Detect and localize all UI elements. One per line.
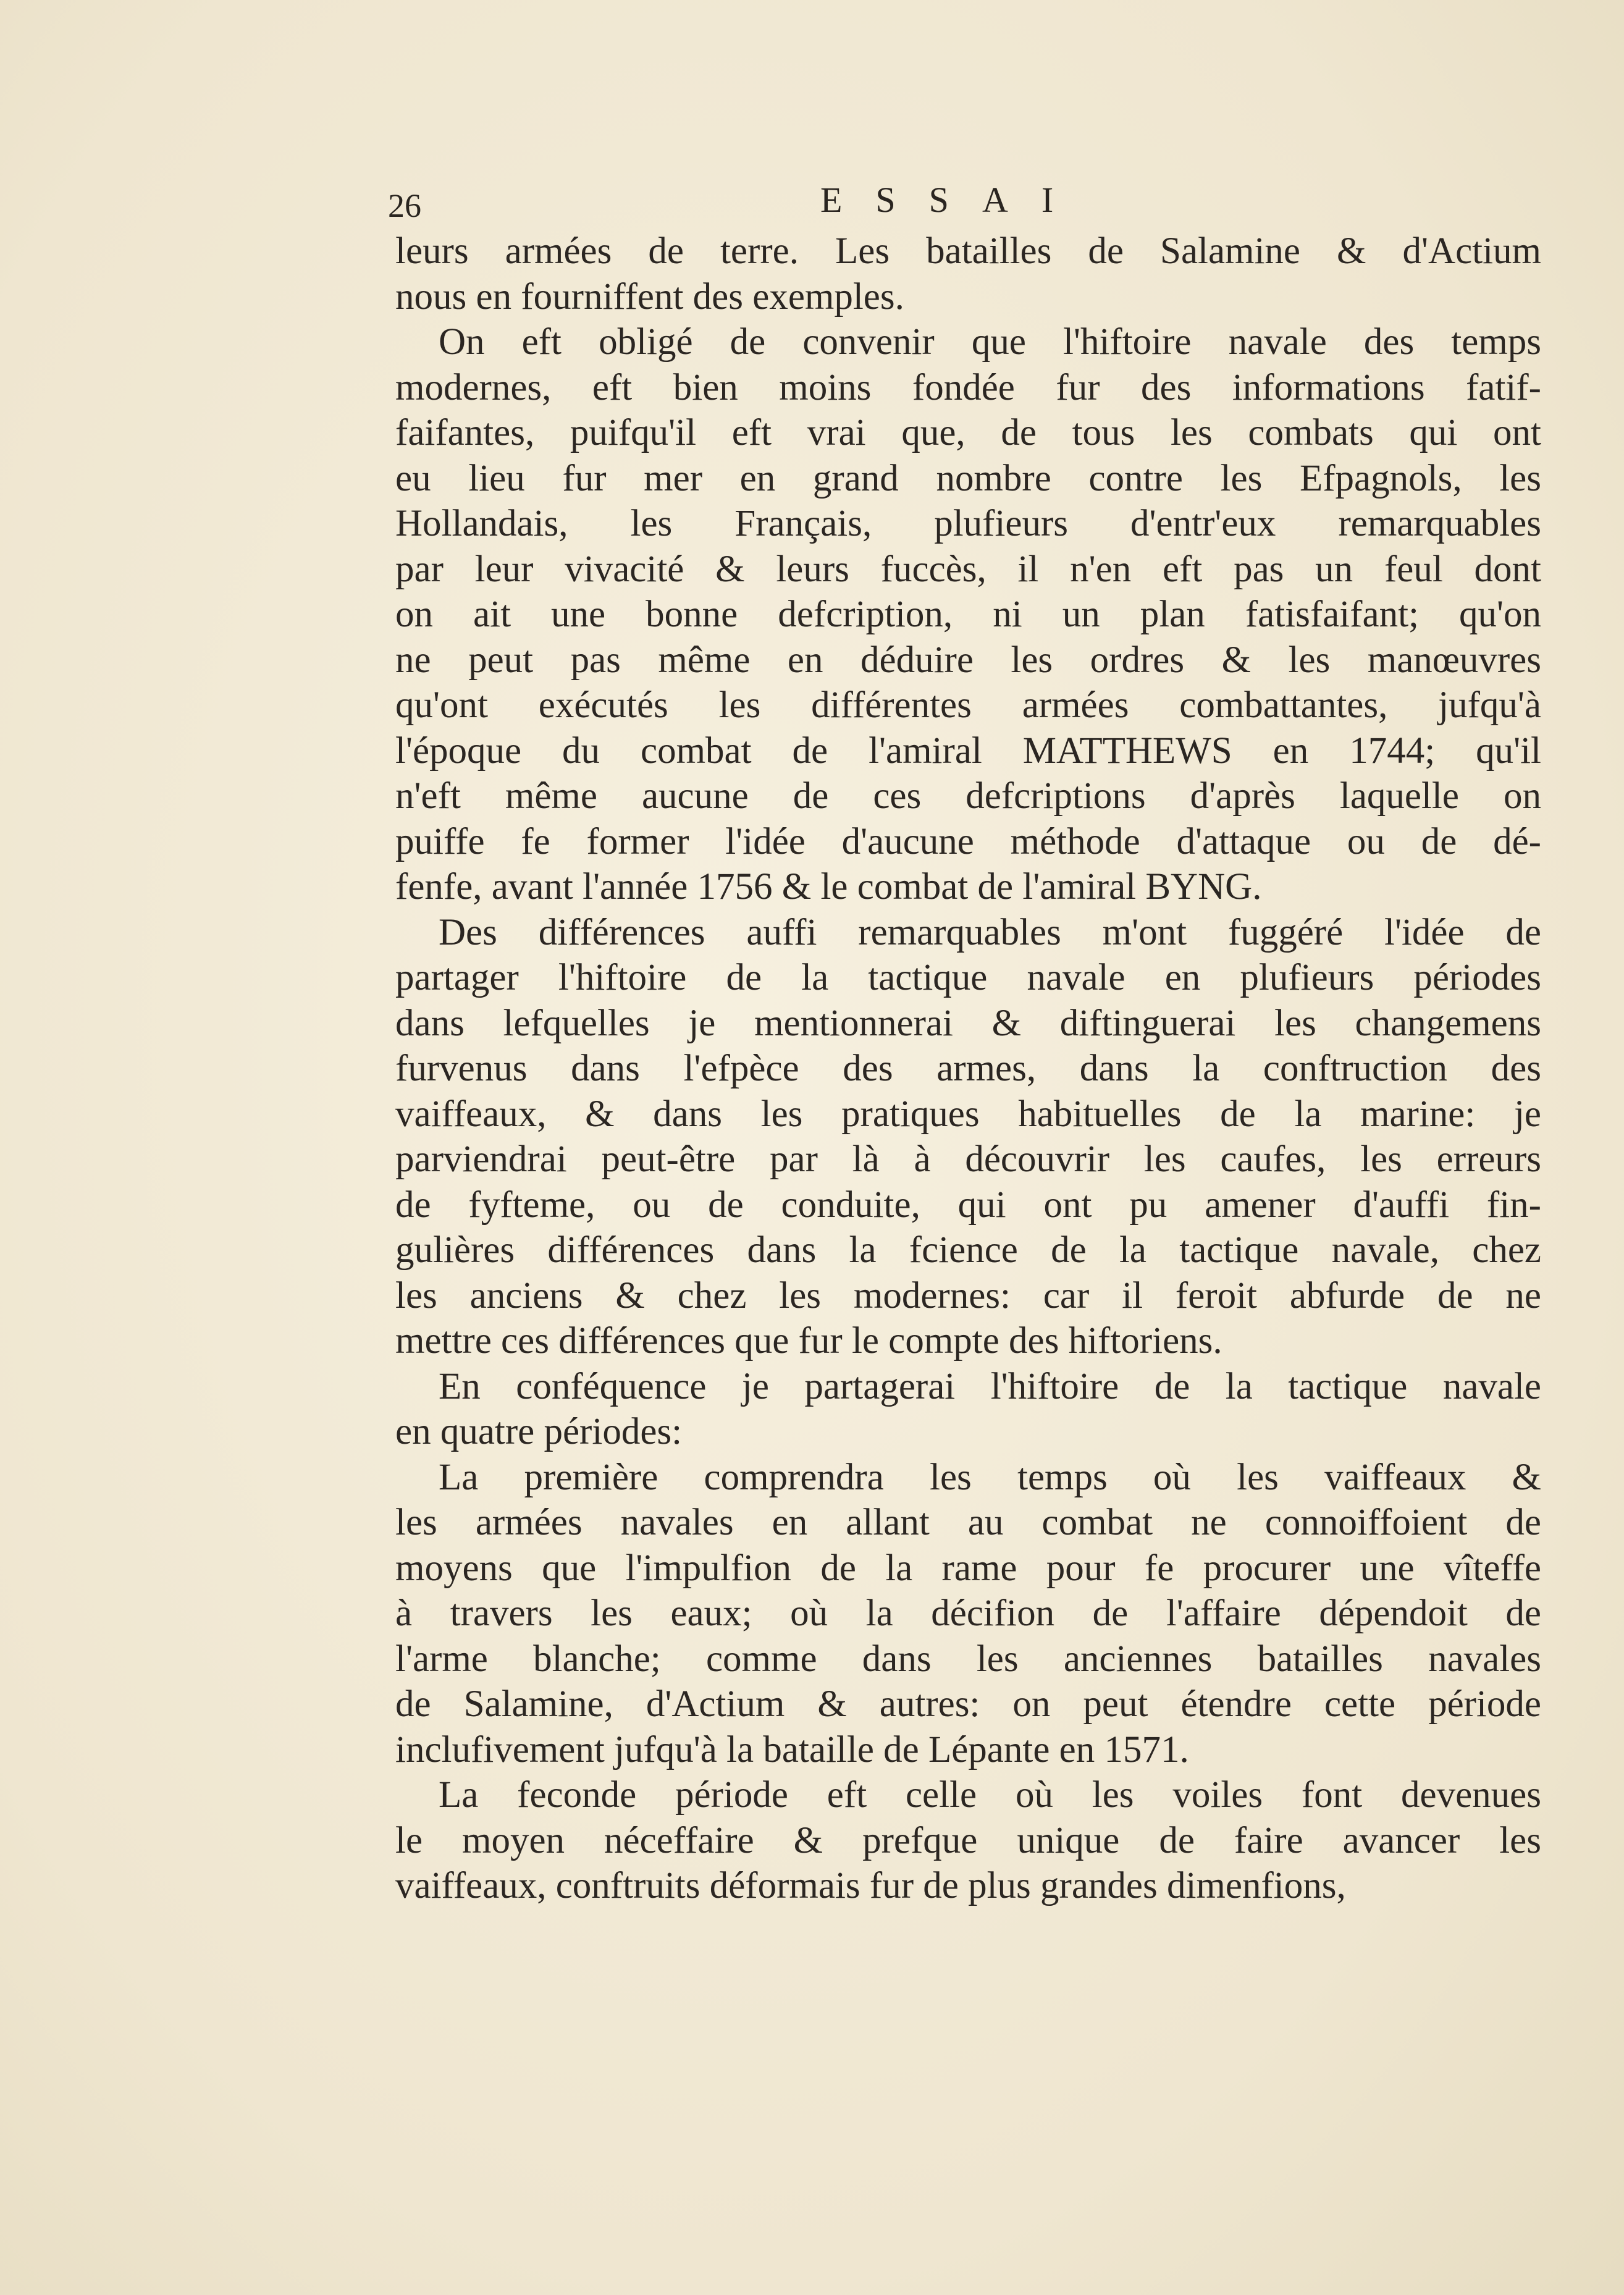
- text-line: vaiffeaux, & dans les pratiques habituelles de la marine: je: [395, 1093, 1541, 1135]
- text-line: fenfe, avant l'année 1756 & le combat de l'amiral BYNG.: [395, 866, 1262, 907]
- text-line: les anciens & chez les modernes: car il feroit abfurde de ne: [395, 1274, 1541, 1316]
- running-title: ESSAI: [820, 180, 1087, 220]
- page-header: [388, 179, 1543, 229]
- body-text: [395, 229, 1541, 1909]
- text-line: l'arme blanche; comme dans les anciennes batailles navales: [395, 1638, 1541, 1680]
- text-line: dans lefquelles je mentionnerai & diftinguerai les changemens: [395, 1002, 1541, 1044]
- text-line: vaiffeaux, conftruits déformais fur de plus grandes dimenfions,: [395, 1865, 1346, 1906]
- text-line: leurs armées de terre. Les batailles de Salamine & d'Actium: [395, 230, 1541, 272]
- text-line: modernes, eft bien moins fondée fur des informations fatif-: [395, 366, 1541, 408]
- text-line: nous en fourniffent des exemples.: [395, 276, 904, 318]
- paragraph: [395, 910, 1541, 1364]
- text-line: l'époque du combat de l'amiral MATTHEWS en 1744; qu'il: [395, 730, 1541, 772]
- text-line: La feconde période eft celle où les voiles font devenues: [439, 1774, 1541, 1816]
- text-line: On eft obligé de convenir que l'hiftoire navale des temps: [439, 321, 1541, 363]
- text-line: gulières différences dans la fcience de la tactique navale, chez: [395, 1229, 1541, 1271]
- text-line: furvenus dans l'efpèce des armes, dans la conftruction des: [395, 1048, 1541, 1089]
- text-line: Des différences auffi remarquables m'ont fuggéré l'idée de: [439, 911, 1541, 953]
- paragraph: [395, 319, 1541, 910]
- text-line: de Salamine, d'Actium & autres: on peut étendre cette période: [395, 1683, 1541, 1725]
- text-line: on ait une bonne defcription, ni un plan fatisfaifant; qu'on: [395, 594, 1541, 635]
- text-line: partager l'hiftoire de la tactique navale en plufieurs périodes: [395, 957, 1541, 998]
- text-line: les armées navales en allant au combat ne connoiffoient de: [395, 1502, 1541, 1543]
- paragraph: [395, 1455, 1541, 1773]
- text-line: La première comprendra les temps où les vaiffeaux &: [439, 1456, 1541, 1498]
- paragraph: [395, 229, 1541, 319]
- text-line: eu lieu fur mer en grand nombre contre les Efpagnols, les: [395, 457, 1541, 499]
- page-number: 26: [388, 187, 421, 224]
- text-line: inclufivement jufqu'à la bataille de Lépante en 1571.: [395, 1729, 1189, 1771]
- text-line: En conféquence je partagerai l'hiftoire de la tactique navale: [439, 1365, 1541, 1407]
- text-line: à travers les eaux; où la décifion de l'affaire dépendoit de: [395, 1593, 1541, 1634]
- text-line: en quatre périodes:: [395, 1411, 683, 1452]
- text-line: moyens que l'impulfion de la rame pour fe procurer une vîteffe: [395, 1547, 1541, 1589]
- text-line: n'eft même aucune de ces defcriptions d'après laquelle on: [395, 775, 1541, 817]
- text-line: qu'ont exécutés les différentes armées combattantes, jufqu'à: [395, 684, 1541, 726]
- text-line: faifantes, puifqu'il eft vrai que, de tous les combats qui ont: [395, 412, 1541, 453]
- text-line: parviendrai peut-être par là à découvrir les caufes, les erreurs: [395, 1139, 1541, 1180]
- text-line: par leur vivacité & leurs fuccès, il n'en eft pas un feul dont: [395, 548, 1541, 590]
- text-line: mettre ces différences que fur le compte des hiftoriens.: [395, 1320, 1222, 1362]
- paragraph: [395, 1772, 1541, 1909]
- text-line: ne peut pas même en déduire les ordres & les manœuvres: [395, 639, 1541, 681]
- text-line: Hollandais, les Français, plufieurs d'entr'eux remarquables: [395, 503, 1541, 544]
- text-line: le moyen néceffaire & prefque unique de faire avancer les: [395, 1819, 1541, 1861]
- text-line: de fyfteme, ou de conduite, qui ont pu amener d'auffi fin-: [395, 1184, 1541, 1226]
- text-line: puiffe fe former l'idée d'aucune méthode d'attaque ou de dé-: [395, 820, 1541, 862]
- paragraph: [395, 1364, 1541, 1455]
